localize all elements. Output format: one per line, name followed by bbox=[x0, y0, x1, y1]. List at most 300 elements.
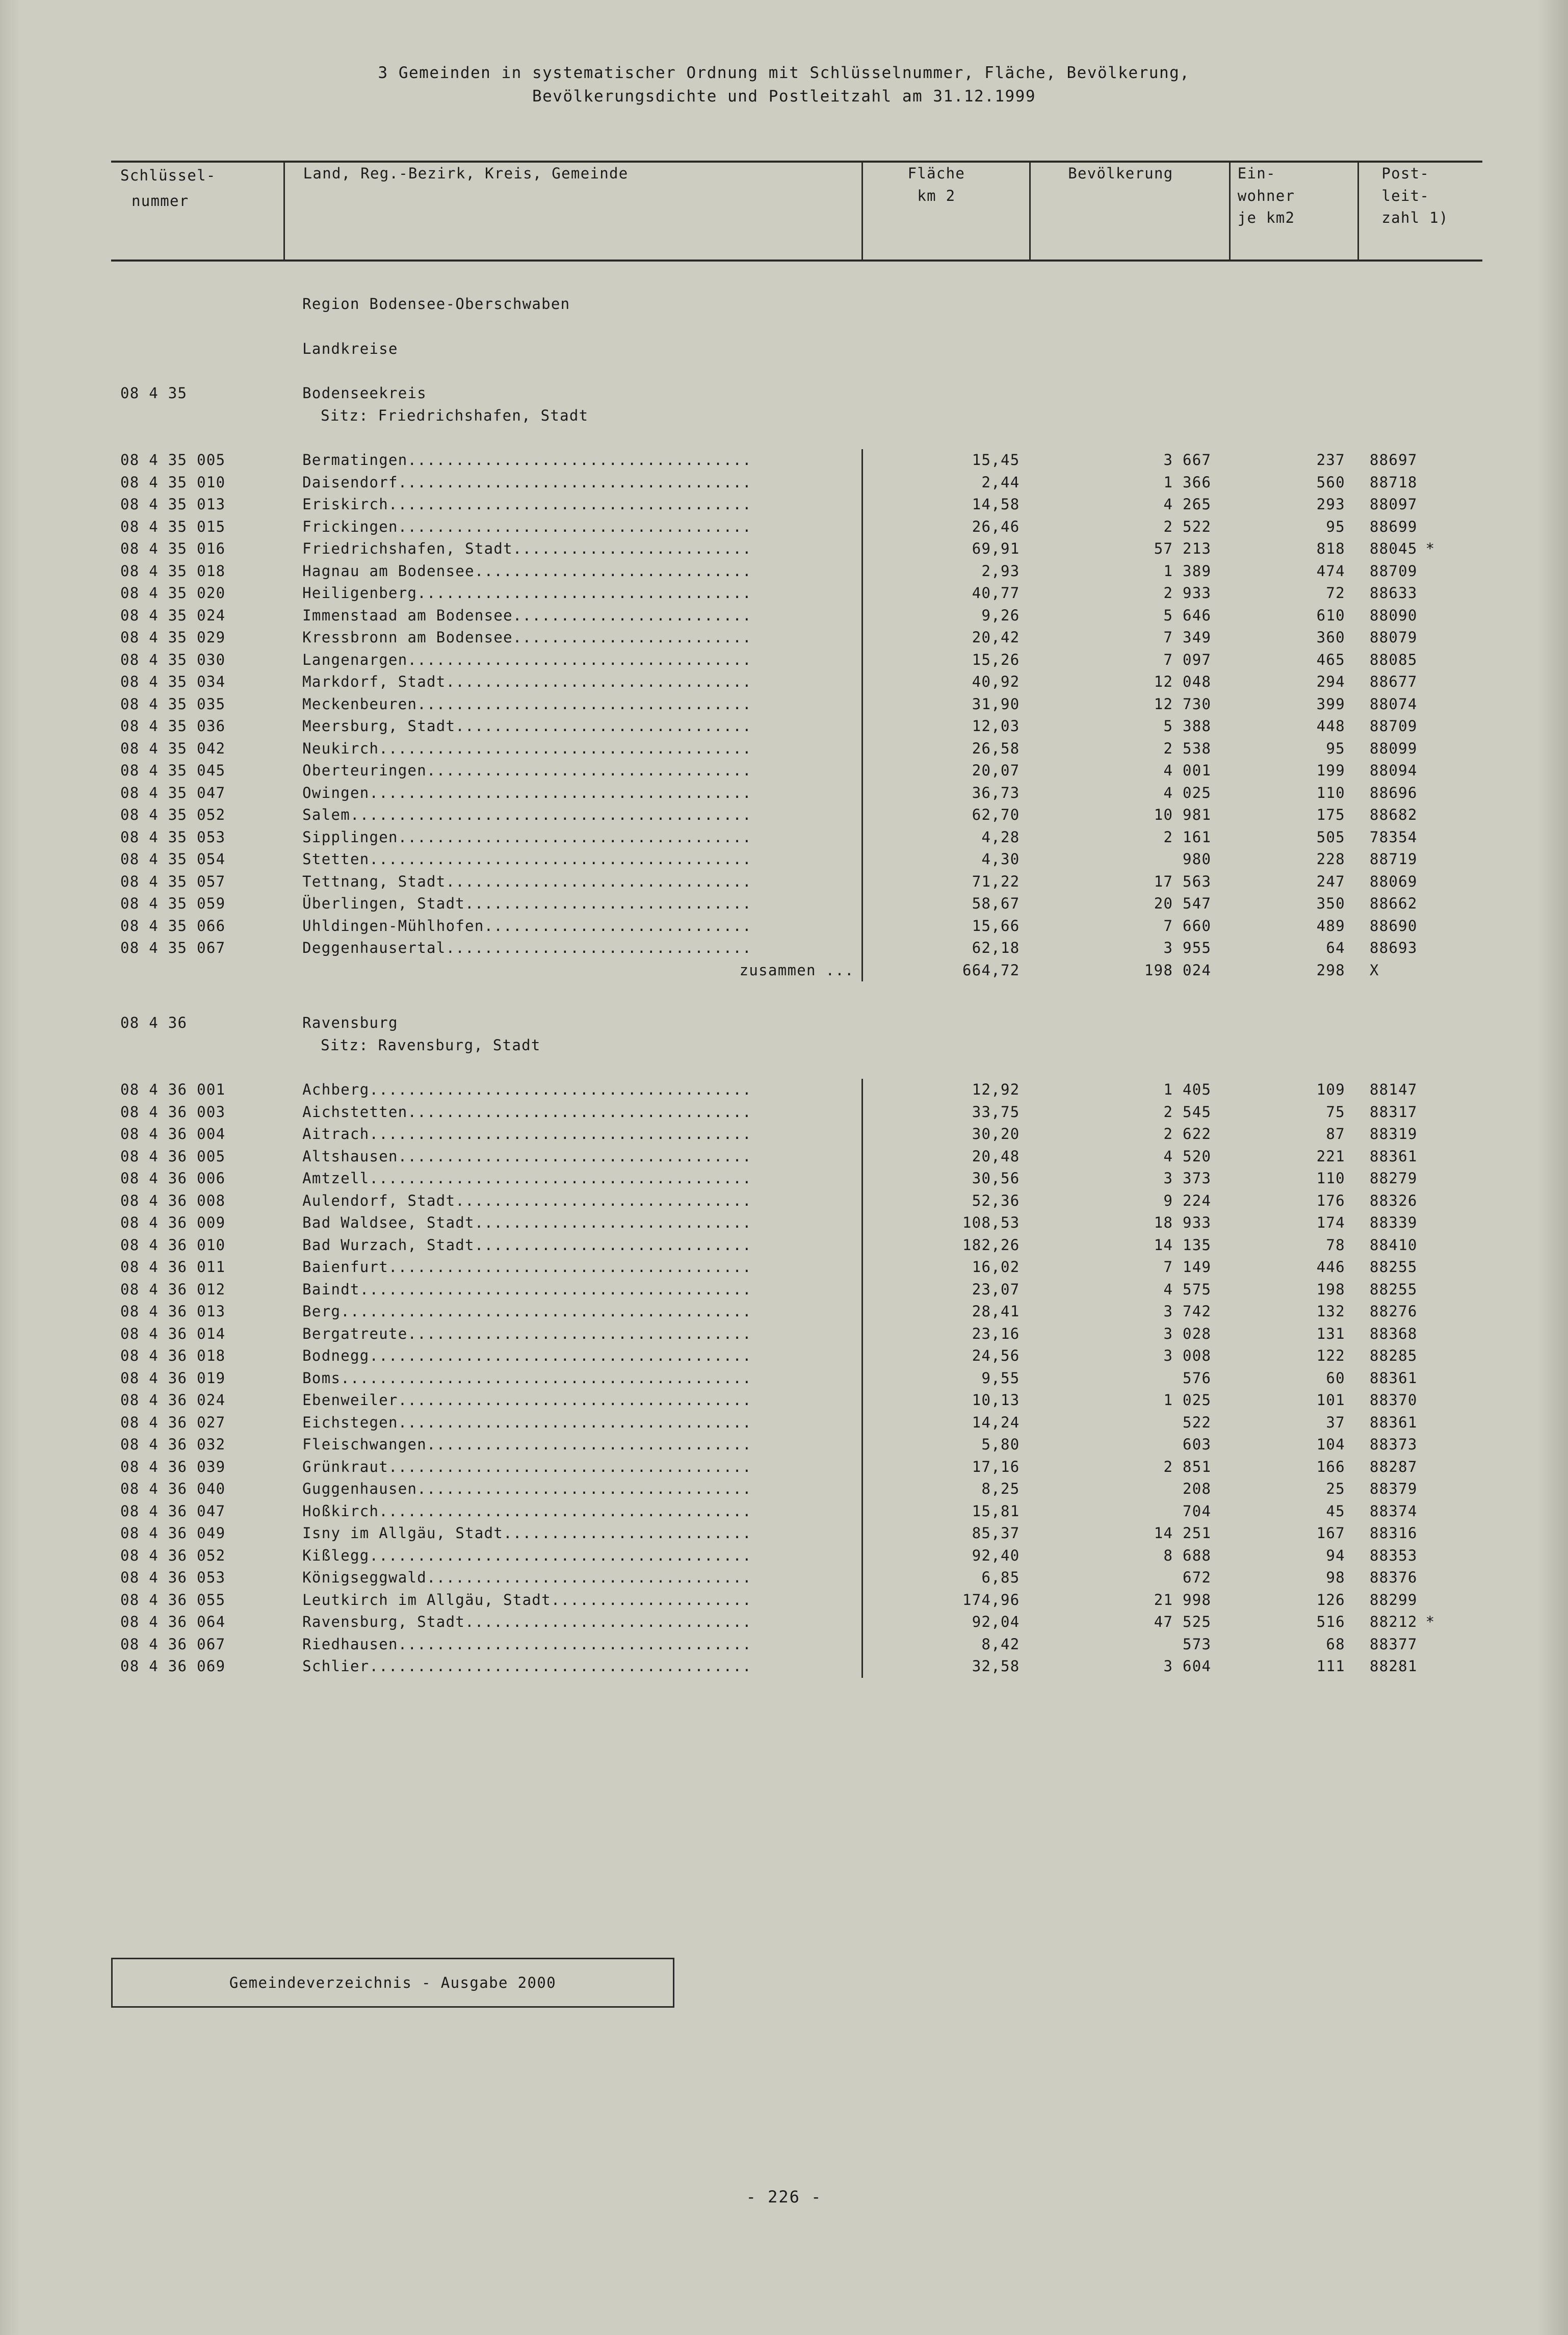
row-postcode: 88276 bbox=[1369, 1303, 1418, 1320]
header-area-line1: Fläche bbox=[907, 165, 965, 182]
row-postcode: 88316 bbox=[1369, 1524, 1418, 1542]
table-row bbox=[111, 649, 1482, 671]
row-postcode: 88699 bbox=[1369, 517, 1418, 535]
table-row bbox=[111, 538, 1482, 560]
row-area: 5,80 bbox=[981, 1436, 1020, 1453]
region-heading-row bbox=[111, 293, 1482, 316]
header-population-label: Bevölkerung bbox=[1068, 165, 1173, 182]
total-density: 298 bbox=[1316, 961, 1345, 979]
row-population: 576 bbox=[1182, 1369, 1212, 1387]
title-line-1: 3 Gemeinden in systematischer Ordnung mit Schlüsselnummer, Fläche, Bevölkerung, bbox=[378, 64, 1190, 82]
row-density: 95 bbox=[1326, 517, 1345, 535]
row-key: 08 4 36 040 bbox=[120, 1480, 226, 1497]
table-row bbox=[111, 516, 1482, 538]
table-row bbox=[111, 1434, 1482, 1456]
table-row bbox=[111, 671, 1482, 693]
row-key: 08 4 36 012 bbox=[120, 1280, 226, 1298]
table-row bbox=[111, 1146, 1482, 1168]
table-row bbox=[111, 1101, 1482, 1124]
row-name: Ebenweiler..................................... bbox=[284, 1389, 862, 1412]
row-population: 21 998 bbox=[1154, 1591, 1212, 1608]
row-density: 247 bbox=[1316, 872, 1345, 890]
header-key-line1: Schlüssel- bbox=[120, 167, 216, 184]
row-density: 109 bbox=[1316, 1081, 1345, 1098]
table-row bbox=[111, 560, 1482, 583]
row-population: 522 bbox=[1182, 1413, 1212, 1431]
row-area: 16,02 bbox=[972, 1258, 1020, 1276]
row-area: 2,44 bbox=[981, 473, 1020, 491]
row-name: Meersburg, Stadt............................... bbox=[284, 715, 862, 738]
table-row bbox=[111, 1345, 1482, 1367]
region-heading: Region Bodensee-Oberschwaben bbox=[302, 295, 570, 313]
row-key: 08 4 36 027 bbox=[120, 1413, 226, 1431]
row-area: 14,24 bbox=[972, 1413, 1020, 1431]
row-key: 08 4 36 004 bbox=[120, 1125, 226, 1143]
row-name: Markdorf, Stadt................................ bbox=[284, 671, 862, 693]
table-row bbox=[111, 1478, 1482, 1500]
row-area: 20,48 bbox=[972, 1147, 1020, 1165]
row-population: 9 224 bbox=[1163, 1191, 1212, 1209]
table-row bbox=[111, 1168, 1482, 1190]
row-area: 62,70 bbox=[972, 806, 1020, 823]
row-density: 45 bbox=[1326, 1502, 1345, 1520]
row-key: 08 4 36 014 bbox=[120, 1325, 226, 1342]
row-area: 30,56 bbox=[972, 1170, 1020, 1187]
row-density: 560 bbox=[1316, 473, 1345, 491]
table-row bbox=[111, 605, 1482, 627]
row-name: Aichstetten.................................... bbox=[284, 1101, 862, 1124]
total-postcode: X bbox=[1369, 961, 1379, 979]
row-population: 1 025 bbox=[1163, 1391, 1212, 1409]
row-population: 12 048 bbox=[1154, 673, 1212, 690]
table-header-row bbox=[111, 162, 1482, 261]
row-population: 4 265 bbox=[1163, 496, 1212, 513]
row-area: 33,75 bbox=[972, 1103, 1020, 1121]
row-name: Königseggwald.................................. bbox=[284, 1567, 862, 1589]
statistics-table-body bbox=[111, 162, 1482, 1678]
row-key: 08 4 35 035 bbox=[120, 695, 226, 713]
row-key: 08 4 35 020 bbox=[120, 584, 226, 602]
row-density: 166 bbox=[1316, 1458, 1345, 1475]
row-key: 08 4 36 019 bbox=[120, 1369, 226, 1387]
row-name: Stetten........................................ bbox=[284, 848, 862, 871]
spacer-section-1 bbox=[111, 1056, 1482, 1079]
row-key: 08 4 36 067 bbox=[120, 1635, 226, 1653]
row-name: Langenargen.................................... bbox=[284, 649, 862, 671]
row-name: Achberg........................................ bbox=[284, 1079, 862, 1101]
row-area: 15,66 bbox=[972, 917, 1020, 935]
row-key: 08 4 35 054 bbox=[120, 850, 226, 868]
table-row bbox=[111, 1456, 1482, 1478]
row-name: Grünkraut...................................... bbox=[284, 1456, 862, 1478]
table-row bbox=[111, 1234, 1482, 1257]
row-name: Ravensburg, Stadt.............................. bbox=[284, 1611, 862, 1633]
row-population: 603 bbox=[1182, 1436, 1212, 1453]
row-density: 221 bbox=[1316, 1147, 1345, 1165]
header-key-line2: nummer bbox=[132, 192, 189, 210]
row-density: 131 bbox=[1316, 1325, 1345, 1342]
header-cell-density bbox=[1230, 162, 1358, 261]
page-edge-shadow-left bbox=[0, 0, 20, 2335]
row-density: 64 bbox=[1326, 939, 1345, 956]
row-name: Meckenbeuren................................... bbox=[284, 693, 862, 716]
row-population: 2 933 bbox=[1163, 584, 1212, 602]
table-row bbox=[111, 738, 1482, 760]
row-area: 6,85 bbox=[981, 1569, 1020, 1586]
row-area: 26,46 bbox=[972, 517, 1020, 535]
row-population: 10 981 bbox=[1154, 806, 1212, 823]
row-key: 08 4 36 005 bbox=[120, 1147, 226, 1165]
table-row bbox=[111, 804, 1482, 826]
row-density: 399 bbox=[1316, 695, 1345, 713]
table-row bbox=[111, 1500, 1482, 1523]
row-postcode: 88677 bbox=[1369, 673, 1418, 690]
row-density: 75 bbox=[1326, 1103, 1345, 1121]
table-row bbox=[111, 1190, 1482, 1212]
table-row bbox=[111, 1123, 1482, 1146]
row-key: 08 4 35 036 bbox=[120, 717, 226, 735]
row-postcode: 88376 bbox=[1369, 1569, 1418, 1586]
row-key: 08 4 35 029 bbox=[120, 629, 226, 646]
row-area: 174,96 bbox=[962, 1591, 1020, 1608]
table-row bbox=[111, 627, 1482, 649]
row-key: 08 4 36 053 bbox=[120, 1569, 226, 1586]
row-key: 08 4 35 030 bbox=[120, 651, 226, 668]
spacer-section-0 bbox=[111, 427, 1482, 449]
table-row bbox=[111, 1412, 1482, 1434]
row-postcode: 88317 bbox=[1369, 1103, 1418, 1121]
table-row bbox=[111, 1655, 1482, 1678]
row-name: Neukirch....................................... bbox=[284, 738, 862, 760]
row-density: 199 bbox=[1316, 762, 1345, 779]
row-density: 98 bbox=[1326, 1569, 1345, 1586]
row-density: 489 bbox=[1316, 917, 1345, 935]
row-population: 17 563 bbox=[1154, 872, 1212, 890]
row-population: 672 bbox=[1182, 1569, 1212, 1586]
header-name-label: Land, Reg.-Bezirk, Kreis, Gemeinde bbox=[303, 165, 629, 182]
row-name: Salem.......................................... bbox=[284, 804, 862, 826]
row-postcode: 88074 bbox=[1369, 695, 1418, 713]
row-postcode: 88693 bbox=[1369, 939, 1418, 956]
row-density: 516 bbox=[1316, 1613, 1345, 1630]
row-postcode: 88633 bbox=[1369, 584, 1418, 602]
row-area: 4,28 bbox=[981, 828, 1020, 846]
row-postcode: 88709 bbox=[1369, 562, 1418, 580]
row-name: Eichstegen..................................... bbox=[284, 1412, 862, 1434]
row-key: 08 4 36 055 bbox=[120, 1591, 226, 1608]
row-density: 104 bbox=[1316, 1436, 1345, 1453]
row-area: 182,26 bbox=[962, 1236, 1020, 1254]
total-area: 664,72 bbox=[962, 961, 1020, 979]
row-postcode: 88287 bbox=[1369, 1458, 1418, 1475]
header-area-line2: km 2 bbox=[917, 187, 956, 204]
row-density: 505 bbox=[1316, 828, 1345, 846]
row-density: 110 bbox=[1316, 1170, 1345, 1187]
row-name: Hoßkirch....................................... bbox=[284, 1500, 862, 1523]
row-density: 122 bbox=[1316, 1347, 1345, 1364]
table-row bbox=[111, 582, 1482, 605]
row-population: 980 bbox=[1182, 850, 1212, 868]
row-postcode: 78354 bbox=[1369, 828, 1418, 846]
row-postcode: 88379 bbox=[1369, 1480, 1418, 1497]
header-postcode-line1: Post- bbox=[1381, 165, 1430, 182]
page-title bbox=[0, 61, 1568, 108]
row-area: 20,07 bbox=[972, 762, 1020, 779]
row-key: 08 4 35 018 bbox=[120, 562, 226, 580]
row-name: Aulendorf, Stadt............................... bbox=[284, 1190, 862, 1212]
row-area: 9,26 bbox=[981, 606, 1020, 624]
row-density: 465 bbox=[1316, 651, 1345, 668]
row-population: 3 604 bbox=[1163, 1657, 1212, 1675]
row-postcode: 88285 bbox=[1369, 1347, 1418, 1364]
row-name: Baienfurt...................................... bbox=[284, 1256, 862, 1279]
row-area: 30,20 bbox=[972, 1125, 1020, 1143]
row-area: 14,58 bbox=[972, 496, 1020, 513]
row-key: 08 4 35 005 bbox=[120, 451, 226, 469]
section-heading-row bbox=[111, 1012, 1482, 1034]
row-density: 176 bbox=[1316, 1191, 1345, 1209]
row-postcode: 88255 bbox=[1369, 1280, 1418, 1298]
row-population: 704 bbox=[1182, 1502, 1212, 1520]
row-postcode: 88719 bbox=[1369, 850, 1418, 868]
header-postcode-line2: leit- bbox=[1381, 187, 1430, 204]
spacer-region bbox=[111, 316, 1482, 338]
row-key: 08 4 35 016 bbox=[120, 540, 226, 557]
row-postcode: 88339 bbox=[1369, 1214, 1418, 1231]
row-area: 62,18 bbox=[972, 939, 1020, 956]
row-area: 23,07 bbox=[972, 1280, 1020, 1298]
table-row bbox=[111, 1545, 1482, 1567]
row-key: 08 4 36 052 bbox=[120, 1546, 226, 1564]
row-postcode: 88370 bbox=[1369, 1391, 1418, 1409]
row-name: Leutkirch im Allgäu, Stadt..................... bbox=[284, 1589, 862, 1612]
page-number: - 226 - bbox=[746, 2187, 822, 2207]
row-postcode: 88377 bbox=[1369, 1635, 1418, 1653]
row-key: 08 4 36 049 bbox=[120, 1524, 226, 1542]
row-name: Tettnang, Stadt................................ bbox=[284, 871, 862, 893]
row-postcode: 88374 bbox=[1369, 1502, 1418, 1520]
row-population: 14 135 bbox=[1154, 1236, 1212, 1254]
spacer-group bbox=[111, 360, 1482, 382]
row-name: Riedhausen..................................... bbox=[284, 1633, 862, 1656]
row-density: 818 bbox=[1316, 540, 1345, 557]
row-key: 08 4 35 057 bbox=[120, 872, 226, 890]
row-postcode: 88147 bbox=[1369, 1081, 1418, 1098]
row-postcode: 88097 bbox=[1369, 496, 1418, 513]
row-postcode: 88099 bbox=[1369, 739, 1418, 757]
table-row bbox=[111, 1212, 1482, 1234]
group-heading: Landkreise bbox=[302, 340, 398, 357]
row-area: 26,58 bbox=[972, 739, 1020, 757]
row-population: 2 522 bbox=[1163, 517, 1212, 535]
row-area: 10,13 bbox=[972, 1391, 1020, 1409]
row-name: Amtzell........................................ bbox=[284, 1168, 862, 1190]
row-name: Deggenhausertal................................ bbox=[284, 937, 862, 959]
row-name: Owingen........................................ bbox=[284, 782, 862, 805]
row-postcode: 88353 bbox=[1369, 1546, 1418, 1564]
row-density: 293 bbox=[1316, 496, 1345, 513]
row-population: 208 bbox=[1182, 1480, 1212, 1497]
section-seat-row bbox=[111, 405, 1482, 427]
row-postcode: 88368 bbox=[1369, 1325, 1418, 1342]
row-postcode: 88662 bbox=[1369, 895, 1418, 912]
row-area: 92,40 bbox=[972, 1546, 1020, 1564]
table-row bbox=[111, 893, 1482, 915]
row-postcode: 88045 * bbox=[1369, 540, 1435, 557]
row-key: 08 4 35 024 bbox=[120, 606, 226, 624]
row-name: Sipplingen..................................... bbox=[284, 826, 862, 849]
row-postcode: 88682 bbox=[1369, 806, 1418, 823]
section-key: 08 4 36 bbox=[120, 1014, 188, 1031]
row-key: 08 4 35 013 bbox=[120, 496, 226, 513]
row-postcode: 88090 bbox=[1369, 606, 1418, 624]
row-name: Oberteuringen.................................. bbox=[284, 760, 862, 782]
row-density: 610 bbox=[1316, 606, 1345, 624]
row-area: 17,16 bbox=[972, 1458, 1020, 1475]
row-population: 2 622 bbox=[1163, 1125, 1212, 1143]
header-cell-area bbox=[862, 162, 1030, 261]
row-area: 12,92 bbox=[972, 1081, 1020, 1098]
row-population: 5 388 bbox=[1163, 717, 1212, 735]
row-population: 7 349 bbox=[1163, 629, 1212, 646]
table-row bbox=[111, 1367, 1482, 1390]
row-density: 25 bbox=[1326, 1480, 1345, 1497]
row-area: 15,81 bbox=[972, 1502, 1020, 1520]
row-key: 08 4 35 053 bbox=[120, 828, 226, 846]
row-key: 08 4 36 008 bbox=[120, 1191, 226, 1209]
row-density: 87 bbox=[1326, 1125, 1345, 1143]
row-density: 94 bbox=[1326, 1546, 1345, 1564]
row-postcode: 88373 bbox=[1369, 1436, 1418, 1453]
section-seat: Sitz: Ravensburg, Stadt bbox=[321, 1036, 541, 1054]
row-area: 24,56 bbox=[972, 1347, 1020, 1364]
row-key: 08 4 35 045 bbox=[120, 762, 226, 779]
section-key: 08 4 35 bbox=[120, 384, 188, 402]
row-name: Kißlegg........................................ bbox=[284, 1545, 862, 1567]
row-population: 2 538 bbox=[1163, 739, 1212, 757]
row-population: 573 bbox=[1182, 1635, 1212, 1653]
row-name: Uhldingen-Mühlhofen............................ bbox=[284, 915, 862, 938]
group-heading-row bbox=[111, 338, 1482, 360]
row-area: 108,53 bbox=[962, 1214, 1020, 1231]
row-key: 08 4 36 003 bbox=[120, 1103, 226, 1121]
table-row bbox=[111, 693, 1482, 716]
row-density: 228 bbox=[1316, 850, 1345, 868]
table-row bbox=[111, 915, 1482, 938]
row-name: Friedrichshafen, Stadt......................... bbox=[284, 538, 862, 560]
section-heading-row bbox=[111, 382, 1482, 405]
footer-box bbox=[111, 1958, 674, 2008]
row-key: 08 4 36 010 bbox=[120, 1236, 226, 1254]
row-population: 1 366 bbox=[1163, 473, 1212, 491]
row-name: Frickingen..................................... bbox=[284, 516, 862, 538]
row-population: 4 575 bbox=[1163, 1280, 1212, 1298]
table-row bbox=[111, 871, 1482, 893]
row-key: 08 4 36 032 bbox=[120, 1436, 226, 1453]
row-key: 08 4 36 018 bbox=[120, 1347, 226, 1364]
table-row bbox=[111, 472, 1482, 494]
row-population: 12 730 bbox=[1154, 695, 1212, 713]
table-row bbox=[111, 1279, 1482, 1301]
row-area: 85,37 bbox=[972, 1524, 1020, 1542]
spacer-after-total-0 bbox=[111, 981, 1482, 1012]
row-key: 08 4 35 047 bbox=[120, 784, 226, 801]
row-population: 2 545 bbox=[1163, 1103, 1212, 1121]
row-name: Baindt......................................... bbox=[284, 1279, 862, 1301]
row-postcode: 88361 bbox=[1369, 1369, 1418, 1387]
row-area: 92,04 bbox=[972, 1613, 1020, 1630]
row-population: 47 525 bbox=[1154, 1613, 1212, 1630]
row-postcode: 88085 bbox=[1369, 651, 1418, 668]
table-row bbox=[111, 782, 1482, 805]
table-row bbox=[111, 1079, 1482, 1101]
table-row bbox=[111, 760, 1482, 782]
total-population: 198 024 bbox=[1144, 961, 1212, 979]
row-density: 132 bbox=[1316, 1303, 1345, 1320]
header-cell-name bbox=[284, 162, 862, 261]
row-population: 3 742 bbox=[1163, 1303, 1212, 1320]
row-population: 3 373 bbox=[1163, 1170, 1212, 1187]
row-name: Boms........................................... bbox=[284, 1367, 862, 1390]
table-row bbox=[111, 1522, 1482, 1545]
row-population: 8 688 bbox=[1163, 1546, 1212, 1564]
row-area: 15,45 bbox=[972, 451, 1020, 469]
row-name: Isny im Allgäu, Stadt.......................... bbox=[284, 1522, 862, 1545]
row-name: Immenstaad am Bodensee......................... bbox=[284, 605, 862, 627]
row-population: 3 008 bbox=[1163, 1347, 1212, 1364]
row-population: 1 389 bbox=[1163, 562, 1212, 580]
statistics-table-wrapper bbox=[111, 161, 1482, 1678]
row-postcode: 88697 bbox=[1369, 451, 1418, 469]
row-postcode: 88696 bbox=[1369, 784, 1418, 801]
row-key: 08 4 36 047 bbox=[120, 1502, 226, 1520]
row-name: Guggenhausen................................... bbox=[284, 1478, 862, 1500]
row-density: 167 bbox=[1316, 1524, 1345, 1542]
table-row bbox=[111, 715, 1482, 738]
table-row bbox=[111, 1256, 1482, 1279]
row-postcode: 88361 bbox=[1369, 1147, 1418, 1165]
header-cell-population bbox=[1030, 162, 1230, 261]
row-area: 15,26 bbox=[972, 651, 1020, 668]
row-area: 31,90 bbox=[972, 695, 1020, 713]
row-postcode: 88410 bbox=[1369, 1236, 1418, 1254]
row-key: 08 4 36 024 bbox=[120, 1391, 226, 1409]
row-name: Bermatingen.................................... bbox=[284, 449, 862, 472]
row-area: 52,36 bbox=[972, 1191, 1020, 1209]
table-row bbox=[111, 1301, 1482, 1323]
total-label: zusammen ... bbox=[284, 959, 862, 982]
row-name: Fleischwangen.................................. bbox=[284, 1434, 862, 1456]
row-area: 58,67 bbox=[972, 895, 1020, 912]
row-density: 95 bbox=[1326, 739, 1345, 757]
row-population: 4 001 bbox=[1163, 762, 1212, 779]
row-density: 72 bbox=[1326, 584, 1345, 602]
row-density: 360 bbox=[1316, 629, 1345, 646]
row-density: 174 bbox=[1316, 1214, 1345, 1231]
section-seat-row bbox=[111, 1034, 1482, 1057]
header-cell-postcode bbox=[1358, 162, 1482, 261]
row-key: 08 4 36 001 bbox=[120, 1081, 226, 1098]
row-density: 198 bbox=[1316, 1280, 1345, 1298]
table-row bbox=[111, 848, 1482, 871]
row-postcode: 88079 bbox=[1369, 629, 1418, 646]
row-area: 20,42 bbox=[972, 629, 1020, 646]
row-population: 57 213 bbox=[1154, 540, 1212, 557]
section-seat: Sitz: Friedrichshafen, Stadt bbox=[321, 406, 589, 424]
row-key: 08 4 35 010 bbox=[120, 473, 226, 491]
row-name: Kressbronn am Bodensee......................... bbox=[284, 627, 862, 649]
row-key: 08 4 36 064 bbox=[120, 1613, 226, 1630]
